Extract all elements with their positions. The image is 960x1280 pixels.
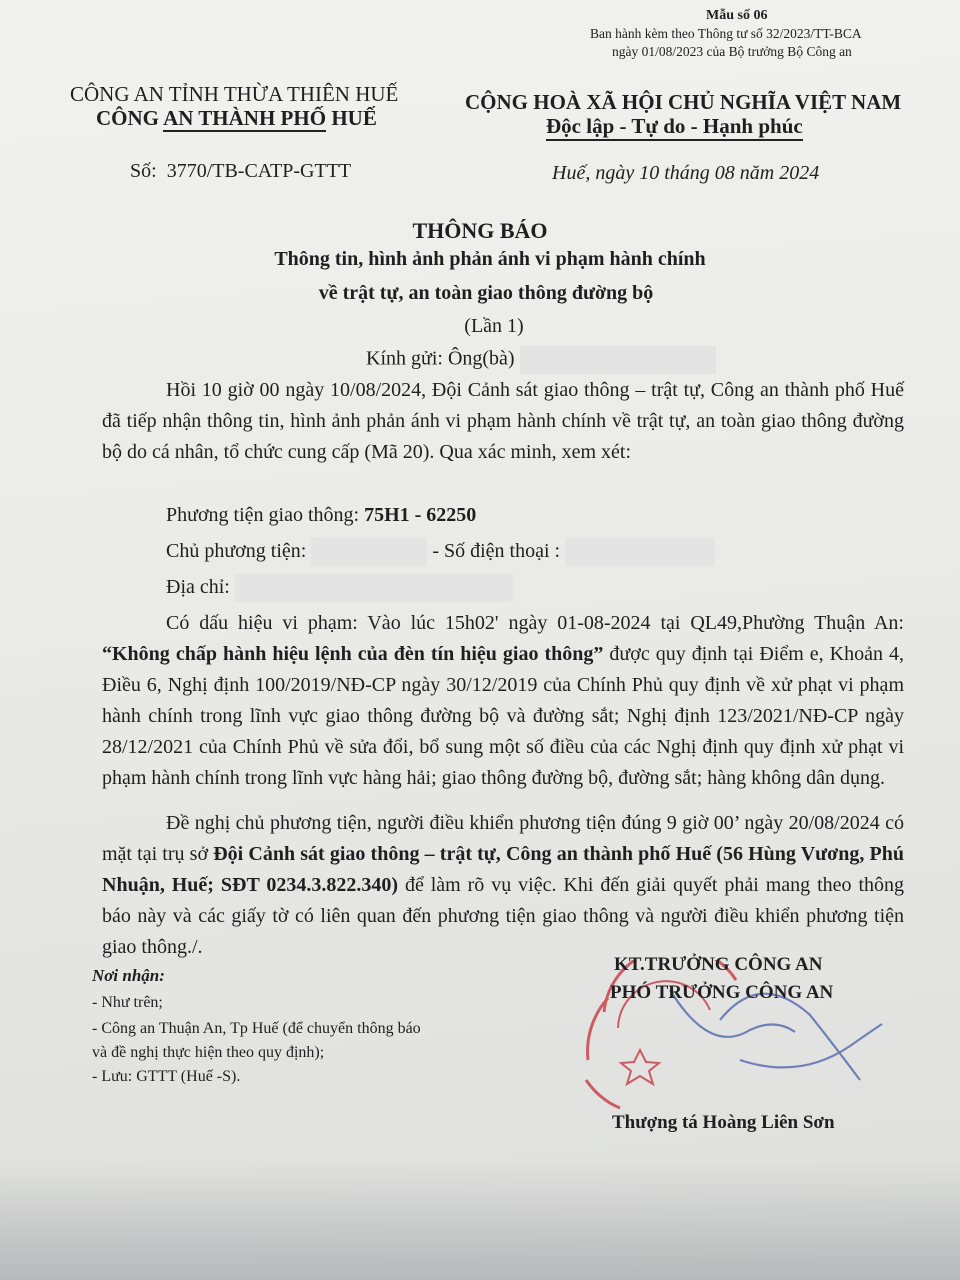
address-label: Địa chỉ: [166,576,230,598]
form-issuance-line2: ngày 01/08/2023 của Bộ trưởng Bộ Công an [612,44,852,59]
violation-text-2: được quy định tại Điểm e, Khoản 4, Điều 6, Nghị định 100/2019/NĐ-CP ngày 30/12/2019 của Chính Phủ quy định về xử phạt vi phạm hành chính trong lĩnh vực giao thông đường bộ và đường sắt; Nghị định 123/2021/NĐ-CP ngày 28/12/2021 của Chính Phủ về sửa đổi, bổ sung một số điều của các Nghị định quy định xử phạt vi phạm hành chính trong lĩnh vực hàng hải; giao thông đường bộ, đường sắt; hàng không dân dụng. [102,643,904,789]
document-title: THÔNG BÁO [412,218,548,243]
vehicle-label: Phương tiện giao thông: [166,504,365,526]
national-title: CỘNG HOÀ XÃ HỘI CHỦ NGHĨA VIỆT NAM [465,90,902,114]
request-office: Đội Cảnh sát giao thông – trật tự, Công an thành phố Huế (56 Hùng Vương, Phú Nhuận, Huế; SĐT 0234.3.822.340) [102,843,905,896]
owner-line [166,536,715,567]
national-motto: Độc lập - Tự do - Hạnh phúc [546,114,803,141]
request-text-2: để làm rõ vụ việc. Khi đến giải quyết phải mang theo thông báo này và các giấy tờ có liên quan đến phương tiện giao thông và người điều khiển phương tiện giao thông./. [102,874,905,958]
request-paragraph [102,808,904,963]
form-issuance-line1: Ban hành kèm theo Thông tư số 32/2023/TT-BCA [590,26,862,41]
signature-kt-title: KT.TRƯỞNG CÔNG AN [614,954,823,975]
phone-label: - Số điện thoại : [432,540,561,562]
intro-text: Hồi 10 giờ 00 ngày 10/08/2024, Đội Cảnh sát giao thông – trật tự, Công an thành phố Huế đã tiếp nhận thông tin, hình ảnh phản ánh vi phạm hành chính về trật tự, an toàn giao thông đường bộ do cá nhân, tổ chức cung cấp (Mã 20). Qua xác minh, xem xét: [102,379,904,463]
phone-redaction [565,538,715,566]
address-redaction [235,574,513,602]
vehicle-line [166,500,476,531]
page-shadow [0,1160,960,1280]
owner-label: Chủ phương tiện: [166,540,307,562]
issuing-agency-part3: HUẾ [326,106,377,130]
document-subtitle-1: Thông tin, hình ảnh phản ánh vi phạm hành chính [274,248,706,270]
issuing-agency-part1: CÔNG [96,106,164,130]
license-plate: 75H1 - 62250 [364,504,477,526]
addressee [366,346,716,374]
form-number: Mẫu số 06 [706,8,768,23]
recipients-heading: Nơi nhận: [92,966,165,985]
recipient-item: - Như trên; [92,994,163,1011]
document-number-label: Số: [130,160,157,182]
violation-offense: “Không chấp hành hiệu lệnh của đèn tín hiệu giao thông” [102,643,604,665]
parent-agency: CÔNG AN TỈNH THỪA THIÊN HUẾ [70,82,399,106]
issuing-agency-part2: AN THÀNH PHỐ [163,106,327,130]
recipient-item: - Lưu: GTTT (Huế -S). [92,1068,241,1085]
recipient-item: - Công an Thuận An, Tp Huế (để chuyển thông báo [92,1020,421,1037]
address-line [166,572,513,603]
document-number-value: 3770/TB-CATP-GTTT [166,160,352,182]
signature-title: PHÓ TRƯỞNG CÔNG AN [610,982,834,1003]
request-text-1: Đề nghị chủ phương tiện, người điều khiển phương tiện đúng 9 giờ 00’ ngày 20/08/2024 có mặt tại trụ sở [102,812,904,865]
recipient-item: và đề nghị thực hiện theo quy định); [92,1044,325,1061]
issuing-agency [96,106,377,131]
document-subtitle-2: về trật tự, an toàn giao thông đường bộ [318,282,654,304]
addressee-label: Kính gửi: Ông(bà) [366,347,515,370]
violation-paragraph [102,608,904,794]
place-and-date: Huế, ngày 10 tháng 08 năm 2024 [552,162,820,184]
addressee-redaction [520,346,716,374]
notice-count: (Lần 1) [464,315,524,337]
intro-paragraph [102,375,904,468]
signer-name: Thượng tá Hoàng Liên Sơn [612,1112,835,1133]
violation-text-1: Có dấu hiệu vi phạm: Vào lúc 15h02' ngày 01-08-2024 tại QL49,Phường Thuận An: [166,612,904,634]
owner-redaction [311,538,427,566]
document-number [130,160,351,183]
